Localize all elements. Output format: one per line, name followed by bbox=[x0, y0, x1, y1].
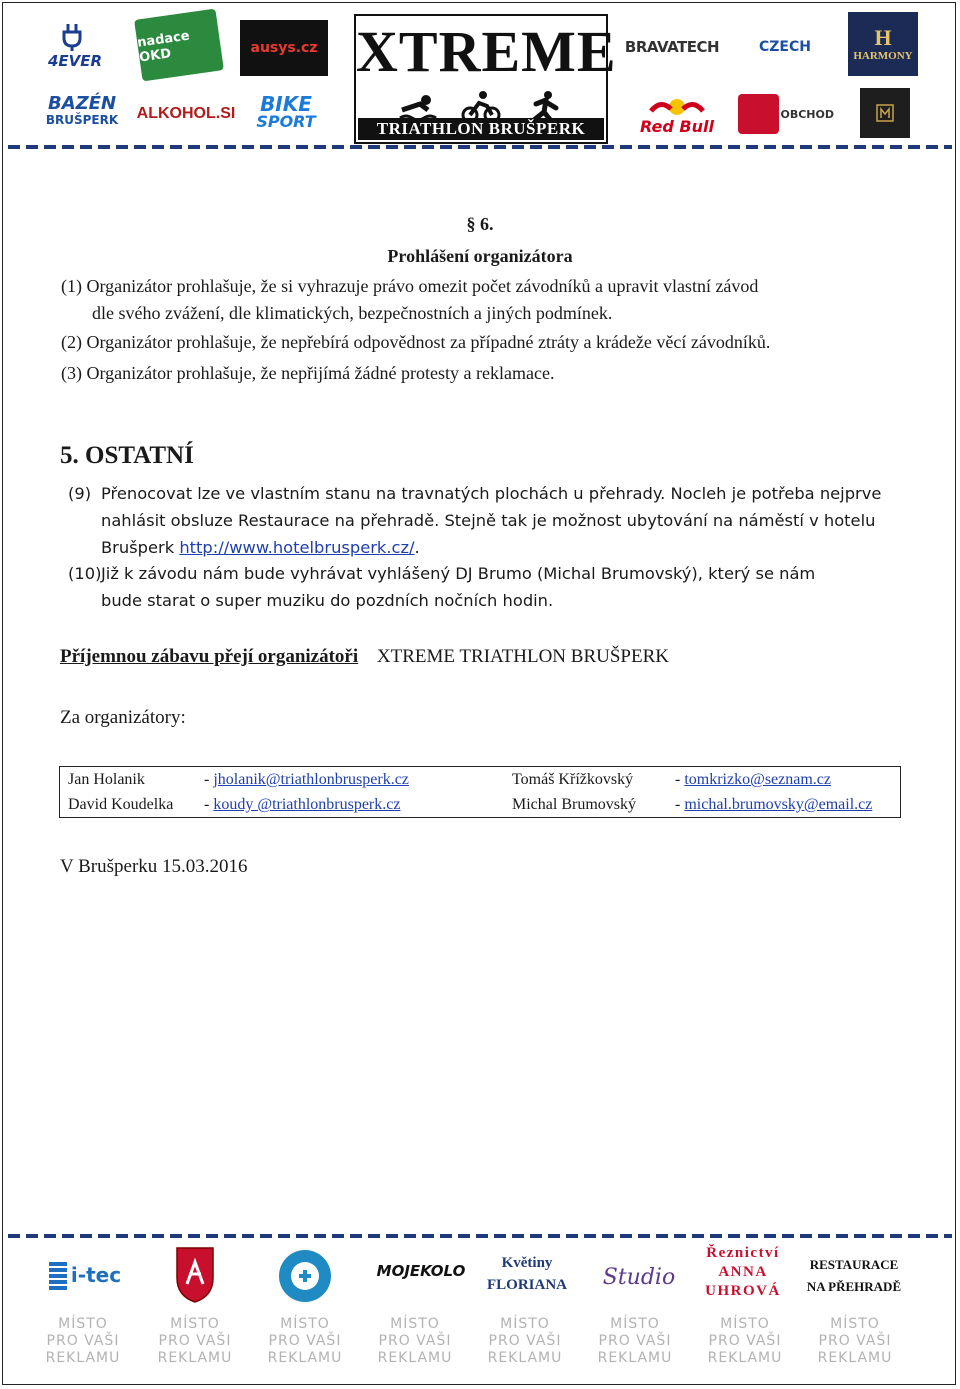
contact-name: Jan Holanik bbox=[68, 771, 145, 788]
logo-harmony: H HARMONY bbox=[848, 12, 918, 76]
logo-bazen: BAZÉN BRUŠPERK bbox=[45, 93, 119, 127]
logo-alkohol: ALKOHOL.SI bbox=[136, 105, 236, 122]
logo-ambulance bbox=[250, 1248, 360, 1304]
logo-redbull: Red Bull bbox=[638, 94, 716, 138]
section5-heading: 5. OSTATNÍ bbox=[60, 442, 194, 469]
logo-ausys: ausys.cz bbox=[240, 20, 328, 76]
crest-icon bbox=[874, 102, 896, 124]
item-10-text: Již k závodu nám bude vyhrávat vyhlášený DJ Brumo (Michal Brumovský), který se nám bude starat o super muziku do pozdních nočních hodin. bbox=[101, 564, 816, 610]
ad-slot: MÍSTO PRO VAŠI REKLAMU bbox=[377, 1316, 453, 1366]
circle-badge-icon bbox=[277, 1248, 333, 1304]
shopping-bag-icon bbox=[738, 94, 779, 134]
contact-email-link[interactable]: koudy @triathlonbrusperk.cz bbox=[213, 796, 401, 813]
bars-icon bbox=[49, 1260, 67, 1290]
ad-slot: MÍSTO PRO VAŠI REKLAMU bbox=[157, 1316, 233, 1366]
xtreme-subtitle: TRIATHLON BRUŠPERK bbox=[358, 118, 604, 140]
page-frame bbox=[2, 2, 956, 1385]
item-10-number: (10) bbox=[68, 564, 102, 583]
ad-slot: MÍSTO PRO VAŠI REKLAMU bbox=[707, 1316, 783, 1366]
logo-4ever: 4EVER bbox=[34, 18, 116, 74]
plug-icon bbox=[58, 22, 92, 52]
contact-email-link[interactable]: michal.brumovsky@email.cz bbox=[684, 796, 873, 813]
town-crest-icon bbox=[173, 1244, 217, 1304]
item-9-text: Přenocovat lze ve vlastním stanu na travnatých plochách u přehrady. Nocleh je potřeba nejprve nahlásit obsluze Restaurace na přehradě. Stejně tak je možnost ubytování na náměstí v hotelu Brušperk http://www.hotelbrusperk.cz/. bbox=[101, 484, 882, 557]
logo-mojekolo: MOJEKOLO bbox=[376, 1262, 466, 1280]
logo-studio: Studio bbox=[602, 1264, 676, 1290]
table-row: David Koudelka - koudy @triathlonbrusperk.cz Michal Brumovský - michal.brumovsky@email.cz bbox=[60, 792, 901, 818]
logo-itec: i-tec bbox=[30, 1252, 140, 1298]
ad-slot: MÍSTO PRO VAŠI REKLAMU bbox=[487, 1316, 563, 1366]
contact-email-link[interactable]: jholanik@triathlonbrusperk.cz bbox=[213, 771, 409, 788]
logo-kvetiny: Květiny FLORIANA bbox=[486, 1255, 567, 1293]
item-9-number: (9) bbox=[68, 484, 92, 503]
logo-restaurace: RESTAURACE NA PŘEHRADĚ bbox=[806, 1257, 902, 1294]
contact-name: David Koudelka bbox=[68, 796, 174, 813]
section-title: Prohlášení organizátora bbox=[387, 246, 573, 266]
greeting: Příjemnou zábavu přejí organizátoři bbox=[60, 646, 359, 667]
contacts-table bbox=[59, 766, 901, 818]
logo-bravotech: BRAVATECH bbox=[624, 38, 720, 56]
contact-name: Tomáš Křížkovský bbox=[512, 771, 634, 788]
xtreme-logo bbox=[354, 14, 617, 144]
section6-paragraph-3: (3) Organizátor prohlašuje, že nepřijímá žádné protesty a reklamace. bbox=[61, 363, 555, 383]
logo-bike-sport: BIKE SPORT bbox=[256, 92, 316, 131]
ad-slot: MÍSTO PRO VAŠI REKLAMU bbox=[597, 1316, 673, 1366]
signature-date: V Brušperku 15.03.2016 bbox=[60, 856, 248, 877]
section6-paragraph-1: (1) Organizátor prohlašuje, že si vyhrazuje právo omezit počet závodníků a upravit vlastní závod dle svého zvážení, dle klimatických, bezpečnostních a jiných podmínek. bbox=[61, 276, 759, 323]
ad-slot: MÍSTO PRO VAŠI REKLAMU bbox=[45, 1316, 121, 1366]
section6-paragraph-2: (2) Organizátor prohlašuje, že nepřebírá odpovědnost za případné ztráty a krádeže věcí závodníků. bbox=[61, 332, 771, 352]
header-divider bbox=[8, 145, 952, 149]
hotel-link[interactable]: http://www.hotelbrusperk.cz/ bbox=[179, 538, 415, 557]
ad-slot: MÍSTO PRO VAŠI REKLAMU bbox=[267, 1316, 343, 1366]
logo-hotel-badge bbox=[860, 88, 910, 138]
logo-czech: CZECH bbox=[759, 39, 811, 55]
harmony-h-icon: H bbox=[874, 25, 892, 50]
table-row: Jan Holanik - jholanik@triathlonbrusperk.cz Tomáš Křížkovský - tomkrizko@seznam.cz bbox=[60, 767, 901, 793]
logo-brusperk-crest bbox=[140, 1244, 250, 1306]
bulls-icon bbox=[647, 97, 707, 117]
xtreme-title: XTREME bbox=[356, 19, 617, 84]
greeting-line bbox=[60, 646, 669, 668]
logo-reznictvi: Řeznictví ANNA UHROVÁ bbox=[705, 1245, 781, 1299]
footer-divider bbox=[8, 1234, 952, 1238]
contact-name: Michal Brumovský bbox=[512, 796, 636, 813]
contact-email-link[interactable]: tomkrizko@seznam.cz bbox=[684, 771, 832, 788]
for-organizers: Za organizátory: bbox=[60, 707, 186, 728]
org-name: XTREME TRIATHLON BRUŠPERK bbox=[376, 646, 669, 667]
logo-obchod: OBCHOD bbox=[738, 92, 834, 136]
section-mark: § 6. bbox=[466, 214, 494, 234]
ad-slot: MÍSTO PRO VAŠI REKLAMU bbox=[817, 1316, 893, 1366]
logo-nadace-okd: nadace OKD bbox=[134, 9, 224, 82]
